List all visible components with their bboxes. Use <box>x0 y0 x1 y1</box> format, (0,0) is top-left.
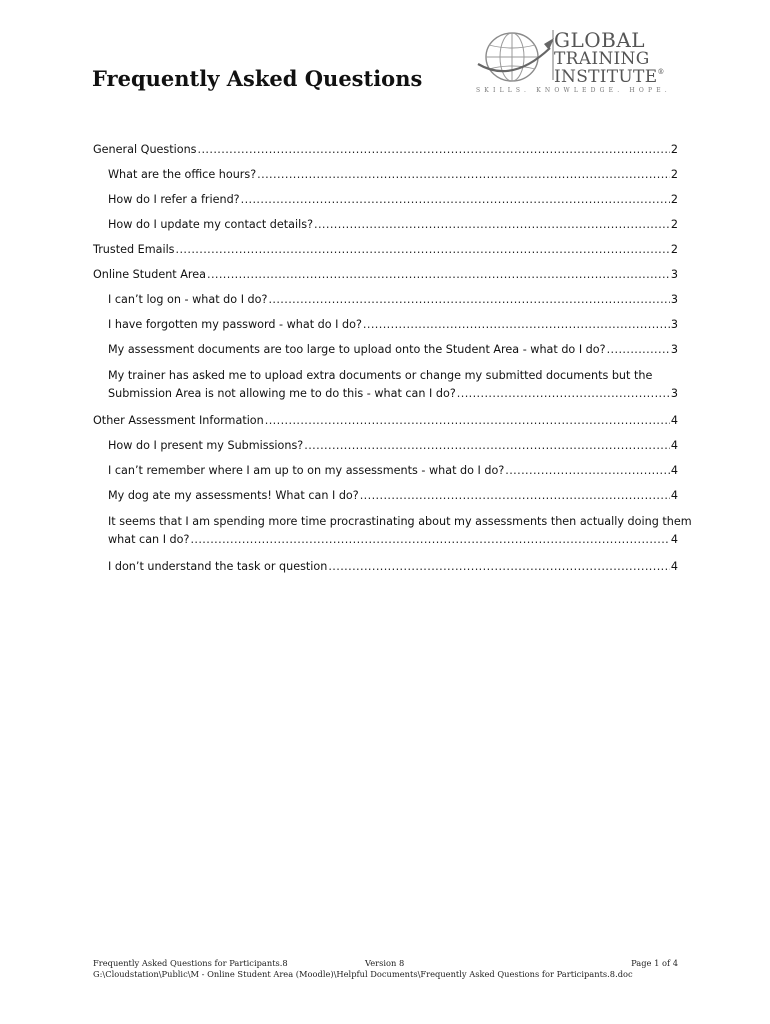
toc-entry-text: General Questions <box>93 143 197 156</box>
toc-entry[interactable] <box>93 413 678 428</box>
toc-entry[interactable] <box>93 242 678 257</box>
toc-leader-dots <box>257 167 670 182</box>
toc-page-number: 4 <box>670 560 678 573</box>
toc-leader-dots <box>328 559 670 574</box>
toc-entry-text: It seems that I am spending more time procrastinating about my assessments then actually doing them <box>108 515 692 528</box>
toc-page-number: 4 <box>670 533 678 546</box>
toc-entry[interactable] <box>93 142 678 157</box>
toc-leader-dots <box>241 192 670 207</box>
toc-leader-dots <box>607 342 670 357</box>
footer-file-path: G:\Cloudstation\Public\M - Online Student Area (Moodle)\Helpful Documents\Frequently Asked Questions for Participants.8.doc <box>93 969 633 979</box>
toc-entry-text-continued: what can I do? <box>108 533 190 546</box>
footer-page-number: Page 1 of 4 <box>631 958 678 968</box>
toc-entry-text: Other Assessment Information <box>93 414 264 427</box>
toc-page-number: 4 <box>670 489 678 502</box>
toc-page-number: 4 <box>670 414 678 427</box>
logo-trademark: ® <box>657 68 665 76</box>
global-training-institute-logo <box>474 28 674 100</box>
toc-leader-dots <box>363 317 670 332</box>
toc-leader-dots <box>176 242 670 257</box>
toc-entry-text: I can’t log on - what do I do? <box>108 293 268 306</box>
toc-entry[interactable] <box>93 342 678 357</box>
toc-page-number: 3 <box>670 387 678 400</box>
toc-leader-dots <box>190 531 669 549</box>
toc-entry-text: How do I refer a friend? <box>108 193 240 206</box>
toc-entry-text-continued: Submission Area is not allowing me to do this - what can I do? <box>108 387 456 400</box>
toc-entry-text: My assessment documents are too large to upload onto the Student Area - what do I do? <box>108 343 606 356</box>
toc-page-number: 3 <box>670 343 678 356</box>
toc-entry[interactable] <box>93 317 678 332</box>
toc-entry-text: Online Student Area <box>93 268 206 281</box>
toc-entry[interactable] <box>93 463 678 478</box>
toc-entry[interactable] <box>93 488 678 503</box>
toc-entry-text: I don’t understand the task or question <box>108 560 328 573</box>
toc-page-number: 2 <box>670 243 678 256</box>
toc-entry[interactable] <box>93 217 678 232</box>
toc-page-number: 2 <box>670 193 678 206</box>
toc-page-number: 2 <box>670 218 678 231</box>
toc-entry-text: Trusted Emails <box>93 243 175 256</box>
toc-entry[interactable] <box>93 292 678 307</box>
toc-page-number: 4 <box>670 439 678 452</box>
toc-page-number: 2 <box>670 143 678 156</box>
toc-entry-text: How do I present my Submissions? <box>108 439 304 452</box>
toc-entry-text: My trainer has asked me to upload extra documents or change my submitted documents but the <box>108 369 653 382</box>
toc-entry[interactable] <box>93 438 678 453</box>
toc-leader-dots <box>457 385 670 403</box>
toc-leader-dots <box>268 292 669 307</box>
toc-entry-text: I can’t remember where I am up to on my assessments - what do I do? <box>108 464 505 477</box>
page-footer <box>93 958 678 980</box>
toc-leader-dots <box>304 438 670 453</box>
toc-leader-dots <box>198 142 670 157</box>
footer-doc-name: Frequently Asked Questions for Participants.8 <box>93 958 288 968</box>
page-title: Frequently Asked Questions <box>92 66 423 91</box>
globe-logo-icon <box>474 28 554 86</box>
toc-entry-text: How do I update my contact details? <box>108 218 314 231</box>
toc-entry-text: I have forgotten my password - what do I do? <box>108 318 362 331</box>
toc-page-number: 2 <box>670 168 678 181</box>
toc-entry[interactable] <box>93 267 678 282</box>
logo-tagline: SKILLS. KNOWLEDGE. HOPE. <box>476 87 671 94</box>
toc-leader-dots <box>207 267 670 282</box>
toc-page-number: 4 <box>670 464 678 477</box>
toc-page-number: 3 <box>670 318 678 331</box>
toc-leader-dots <box>314 217 670 232</box>
toc-entry[interactable] <box>93 513 692 549</box>
toc-leader-dots <box>505 463 670 478</box>
toc-entry-text: My dog ate my assessments! What can I do? <box>108 489 359 502</box>
toc-entry[interactable] <box>93 367 678 403</box>
toc-entry-text: What are the office hours? <box>108 168 257 181</box>
logo-line-training: TRAINING <box>554 49 650 69</box>
logo-line-institute: INSTITUTE <box>554 67 658 87</box>
toc-leader-dots <box>265 413 670 428</box>
toc-entry[interactable] <box>93 192 678 207</box>
toc-entry[interactable] <box>93 559 678 574</box>
toc-page-number: 3 <box>670 268 678 281</box>
logo-line-global: GLOBAL <box>554 28 646 52</box>
footer-version: Version 8 <box>365 958 405 968</box>
toc-leader-dots <box>360 488 670 503</box>
toc-entry[interactable] <box>93 167 678 182</box>
toc-page-number: 3 <box>670 293 678 306</box>
table-of-contents <box>93 142 692 574</box>
